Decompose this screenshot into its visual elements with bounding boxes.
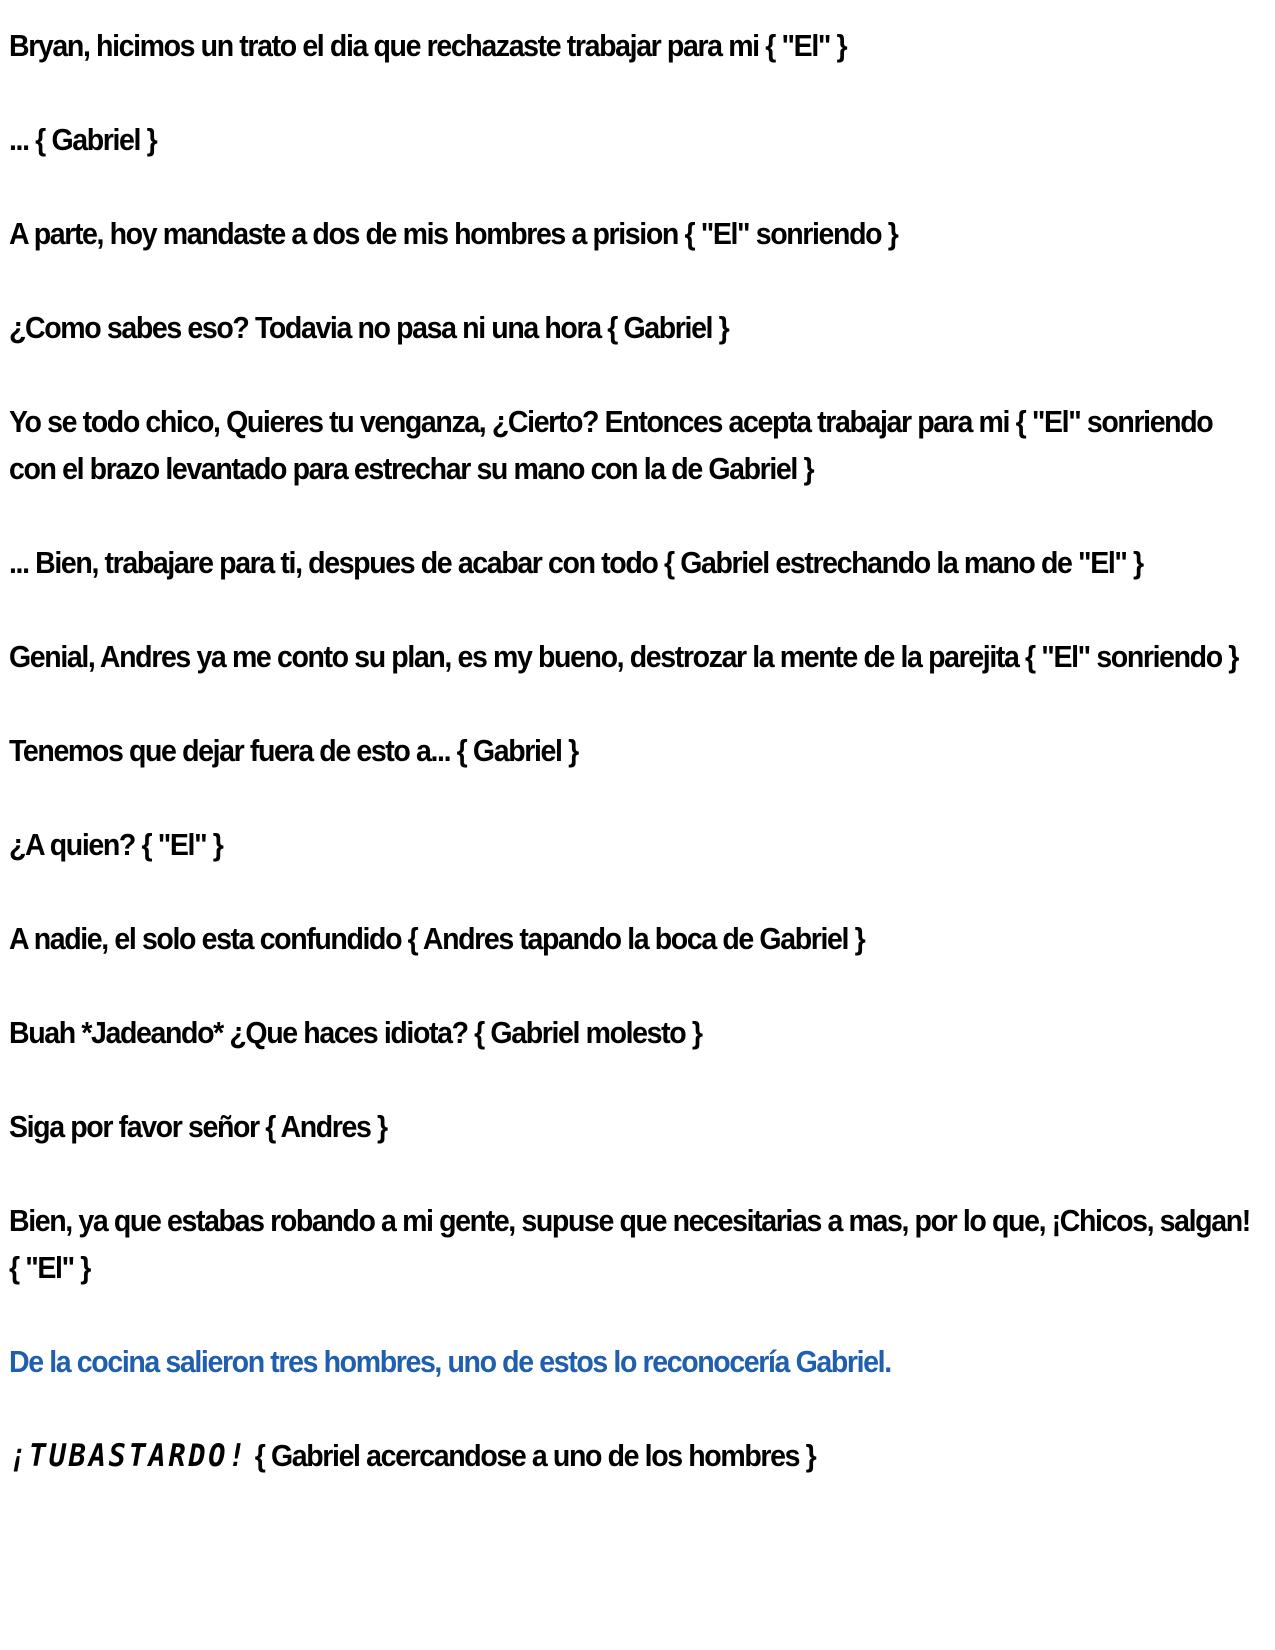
- shout-text: ¡TUBASTARDO!: [9, 1438, 249, 1474]
- dialogue-line-10: A nadie, el solo esta confundido { Andres tapando la boca de Gabriel }: [9, 921, 865, 956]
- document-body: [9, 22, 1264, 1527]
- narration-line: De la cocina salieron tres hombres, uno de estos lo reconocería Gabriel.: [9, 1344, 891, 1379]
- dialogue-line-2: ... { Gabriel }: [9, 122, 157, 157]
- dialogue-line-3: A parte, hoy mandaste a dos de mis hombres a prision { "El" sonriendo }: [9, 216, 898, 251]
- dialogue-line-1: Bryan, hicimos un trato el dia que rechazaste trabajar para mi { "El" }: [9, 28, 847, 63]
- dialogue-line-5: Yo se todo chico, Quieres tu venganza, ¿Cierto? Entonces acepta trabajar para mi { "El" sonriendo con el brazo levantado para estrechar su mano con la de Gabriel }: [9, 404, 1213, 486]
- dialogue-line-final: [9, 1432, 1264, 1480]
- dialogue-line-8: Tenemos que dejar fuera de esto a... { Gabriel }: [9, 733, 578, 768]
- dialogue-line-4: ¿Como sabes eso? Todavia no pasa ni una hora { Gabriel }: [9, 310, 729, 345]
- dialogue-line-13: Bien, ya que estabas robando a mi gente, supuse que necesitarias a mas, por lo que, ¡Chicos, salgan! { "El" }: [9, 1203, 1250, 1285]
- dialogue-line-9: ¿A quien? { "El" }: [9, 827, 223, 862]
- dialogue-line-11: Buah *Jadeando* ¿Que haces idiota? { Gabriel molesto }: [9, 1015, 702, 1050]
- shout-attribution: { Gabriel acercandose a uno de los hombres }: [248, 1438, 816, 1473]
- dialogue-line-12: Siga por favor señor { Andres }: [9, 1109, 387, 1144]
- dialogue-line-7: Genial, Andres ya me conto su plan, es my bueno, destrozar la mente de la parejita { "El" sonriendo }: [9, 639, 1239, 674]
- dialogue-line-6: ... Bien, trabajare para ti, despues de acabar con todo { Gabriel estrechando la mano de "El" }: [9, 545, 1143, 580]
